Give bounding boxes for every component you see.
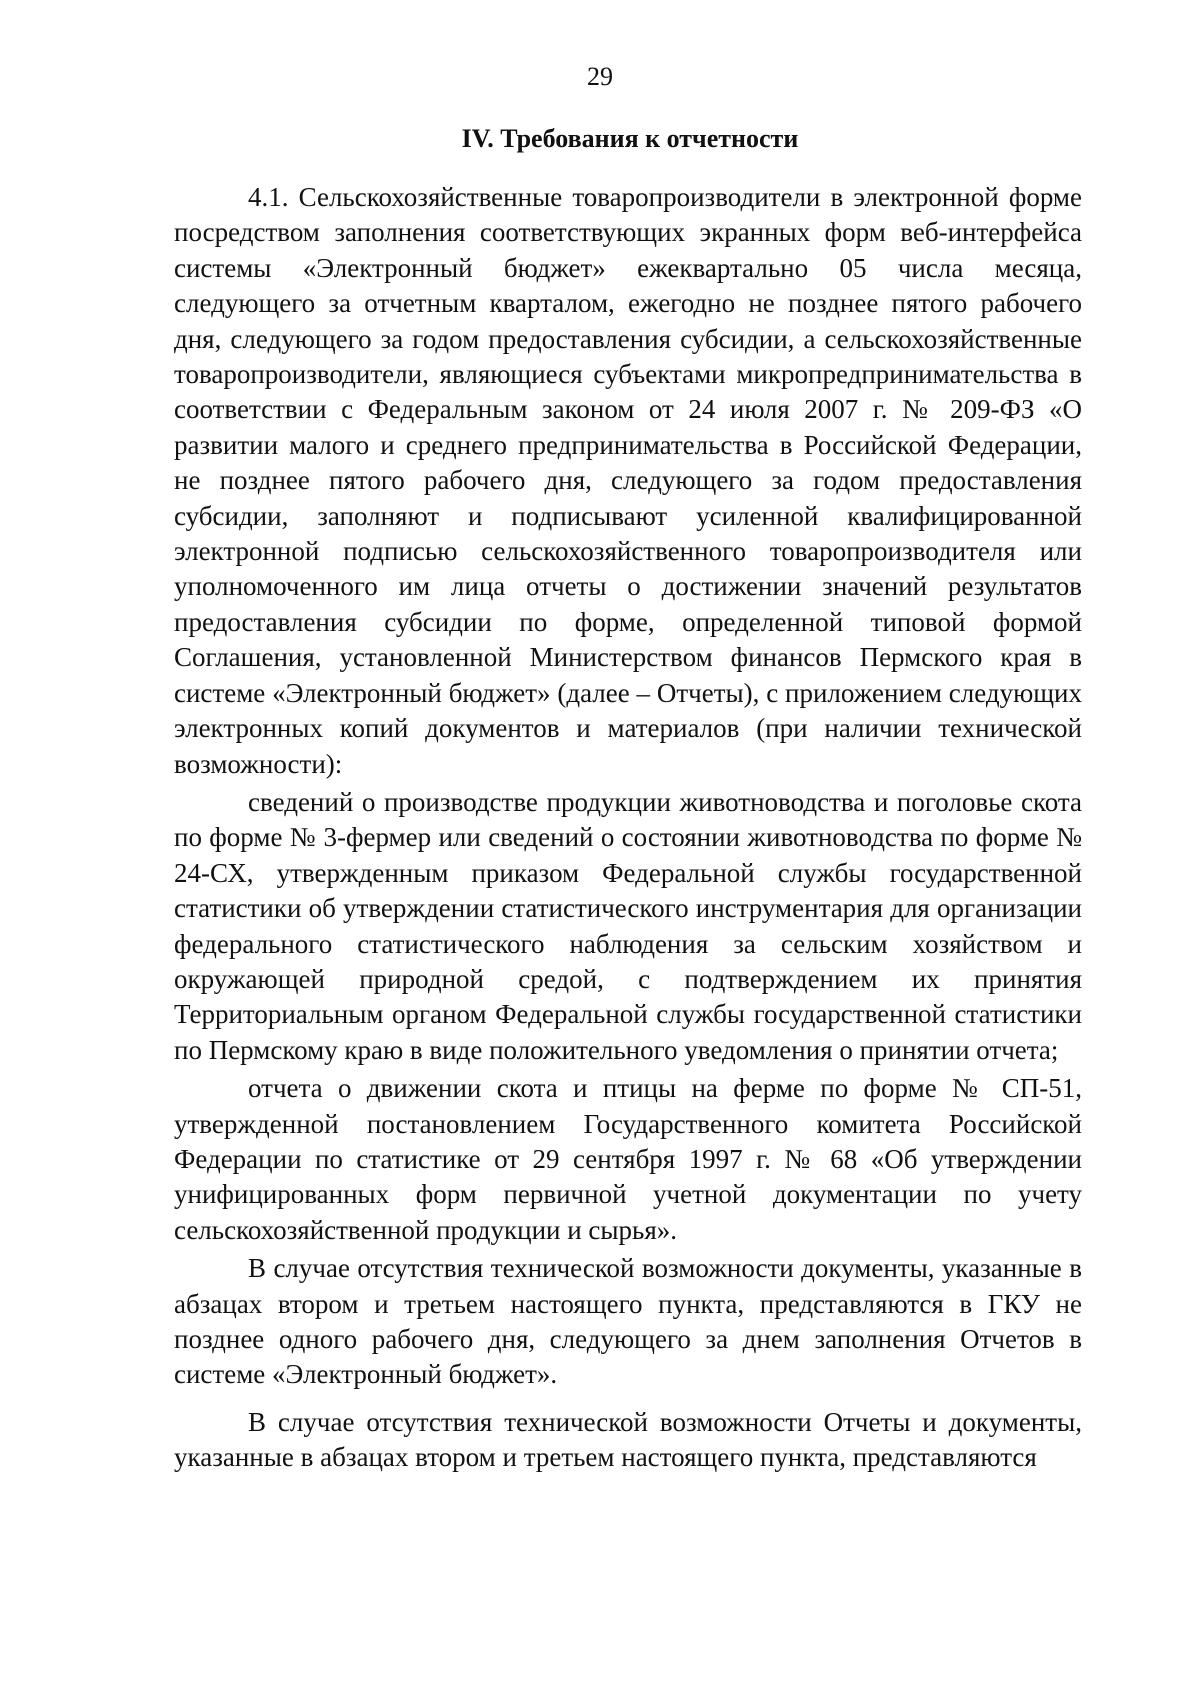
document-body	[174, 180, 1082, 1476]
paragraph-4-1: 4.1. Сельскохозяйственные товаропроизводители в электронной форме посредством заполнения соответствующих экранных форм веб-интерфейса системы «Электронный бюджет» ежеквартально 05 числа месяца, следующего за отчетным кварталом, ежегодно не позднее пятого рабочего дня, следующего за годом предоставления субсидии, а сельскохозяйственные товаропроизводители, являющиеся субъектами микропредпринимательства в соответствии с Федеральным законом от 24 июля 2007 г. № 209-ФЗ «О развитии малого и среднего предпринимательства в Российской Федерации, не позднее пятого рабочего дня, следующего за годом предоставления субсидии, заполняют и подписывают усиленной квалифицированной электронной подписью сельскохозяйственного товаропроизводителя или уполномоченного им лица отчеты о достижении значений результатов предоставления субсидии по форме, определенной типовой формой Соглашения, установленной Министерством финансов Пермского края в системе «Электронный бюджет» (далее – Отчеты), с приложением следующих электронных копий документов и материалов (при наличии технической возможности):	[174, 182, 1082, 779]
paragraph-livestock-info: сведений о производстве продукции животноводства и поголовье скота по форме № 3-фермер или сведений о состоянии животноводства по форме № 24-СХ, утвержденным приказом Федеральной службы государственной статистики об утверждении статистического инструментария для организации федерального статистического наблюдения за сельским хозяйством и окружающей природной средой, с подтверждением их принятия Территориальным органом Федеральной службы государственной статистики по Пермскому краю в виде положительного уведомления о принятии отчета;	[174, 786, 1082, 1065]
paragraph-sp51-report: отчета о движении скота и птицы на ферме по форме № СП-51, утвержденной постановлением Государственного комитета Российской Федерации по статистике от 29 сентября 1997 г. № 68 «Об утверждении унифицированных форм первичной учетной документации по учету сельскохозяйственной продукции и сырья».	[174, 1073, 1082, 1245]
paragraph-no-technical-possibility-docs: В случае отсутствия технической возможности документы, указанные в абзацах втором и третьем настоящего пункта, представляются в ГКУ не позднее одного рабочего дня, следующего за днем заполнения Отчетов в системе «Электронный бюджет».	[174, 1253, 1082, 1390]
section-heading: IV. Требования к отчетности	[461, 124, 799, 153]
page-number: 29	[587, 62, 613, 91]
paragraph-no-technical-possibility-reports: В случае отсутствия технической возможности Отчеты и документы, указанные в абзацах втором и третьем настоящего пункта, представляются	[174, 1406, 1082, 1473]
